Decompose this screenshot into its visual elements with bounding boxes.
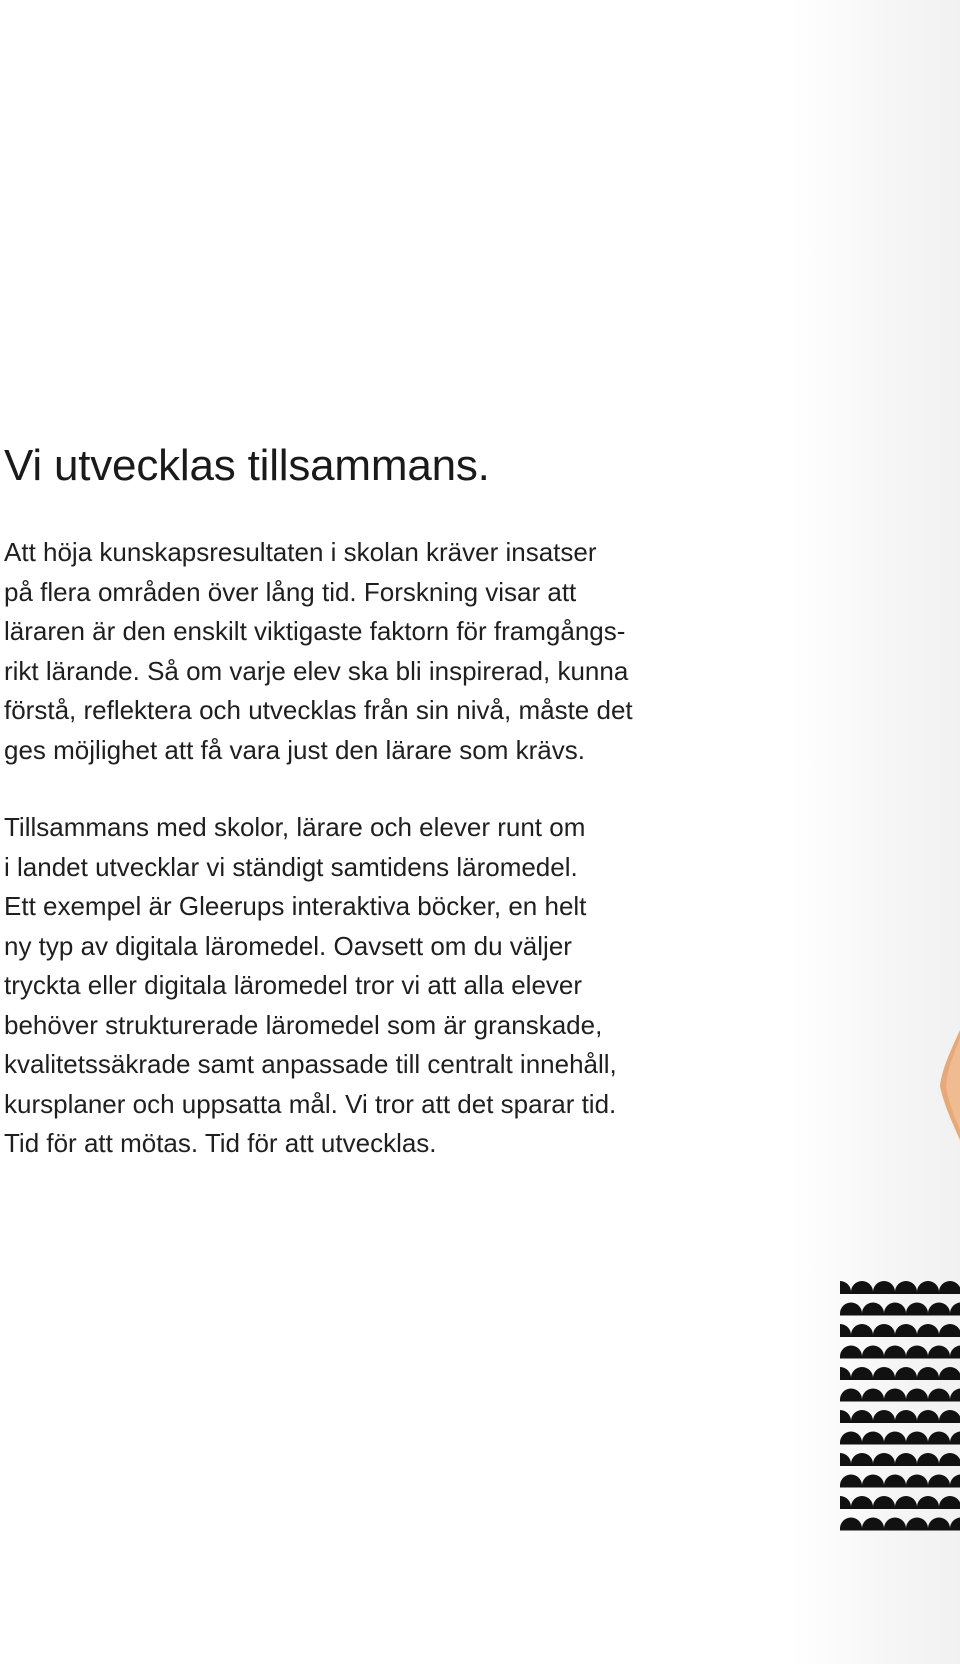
paragraph-line: ny typ av digitala läromedel. Oavsett om du väljer: [4, 930, 572, 961]
scale-shape: [851, 1410, 873, 1423]
scale-shape: [840, 1432, 862, 1445]
scale-shape: [906, 1518, 928, 1531]
paragraph-line: tryckta eller digitala läromedel tror vi att alla elever: [4, 970, 583, 1000]
scale-shape: [939, 1410, 960, 1423]
scale-shape: [928, 1303, 950, 1316]
scale-shape: [851, 1324, 873, 1337]
scale-shape: [840, 1518, 862, 1531]
scale-shape: [873, 1496, 895, 1509]
scale-shape: [884, 1346, 906, 1359]
scale-shape: [950, 1303, 960, 1316]
scale-shape: [928, 1518, 950, 1531]
scale-shape: [950, 1432, 960, 1445]
paragraph-line: rikt lärande. Så om varje elev ska bli inspirerad, kunna: [4, 655, 629, 686]
paragraph-line: Tid för att mötas. Tid för att utvecklas.: [4, 1128, 437, 1158]
scale-shape: [928, 1346, 950, 1359]
scale-shape: [873, 1410, 895, 1423]
scale-shape: [950, 1518, 960, 1531]
scale-shape: [917, 1367, 939, 1380]
scale-shape: [840, 1389, 862, 1402]
scale-shape: [906, 1475, 928, 1488]
scale-shape: [873, 1324, 895, 1337]
body-paragraph-2: [4, 808, 617, 1164]
photo-arm-fragment: [940, 1030, 960, 1140]
paragraph-line: behöver strukturerade läromedel som är granskade,: [4, 1009, 603, 1040]
scale-shape: [939, 1281, 960, 1294]
scale-shape: [840, 1324, 851, 1337]
paragraph-line: på flera områden över lång tid. Forskning visar att: [4, 576, 577, 607]
scale-shape: [873, 1367, 895, 1380]
scale-shape: [884, 1475, 906, 1488]
scale-shape: [895, 1367, 917, 1380]
scale-shape: [950, 1346, 960, 1359]
scale-shape: [862, 1346, 884, 1359]
page-heading: Vi utvecklas tillsammans.: [4, 441, 490, 490]
scale-shape: [895, 1281, 917, 1294]
scale-shape: [840, 1367, 851, 1380]
body-paragraph-1: [4, 533, 633, 770]
paragraph-line: läraren är den enskilt viktigaste faktorn för framgångs-: [4, 616, 626, 646]
scale-shape: [939, 1453, 960, 1466]
scale-shape: [917, 1496, 939, 1509]
scale-shape: [906, 1303, 928, 1316]
scale-shape: [862, 1432, 884, 1445]
scale-shape: [906, 1432, 928, 1445]
scale-shape: [862, 1475, 884, 1488]
scale-shape: [851, 1496, 873, 1509]
scale-shape: [851, 1281, 873, 1294]
paragraph-line: förstå, reflektera och utvecklas från sin nivå, måste det: [4, 695, 633, 725]
scale-shape: [950, 1475, 960, 1488]
paragraph-line: ges möjlighet att få vara just den lärare som krävs.: [4, 734, 585, 765]
scale-shape: [862, 1303, 884, 1316]
scale-shape: [928, 1432, 950, 1445]
paragraph-line: kvalitetssäkrade samt anpassade till centralt innehåll,: [4, 1049, 617, 1079]
scale-shape: [939, 1496, 960, 1509]
scale-shape: [917, 1281, 939, 1294]
scale-shape: [917, 1453, 939, 1466]
scale-shape: [939, 1324, 960, 1337]
paragraph-line: i landet utvecklar vi ständigt samtidens läromedel.: [4, 851, 578, 882]
paragraph-line: Ett exempel är Gleerups interaktiva böcker, en helt: [4, 891, 587, 921]
scale-shape: [950, 1389, 960, 1402]
scale-shape: [840, 1346, 862, 1359]
scale-shape: [851, 1367, 873, 1380]
scale-shape: [917, 1324, 939, 1337]
scale-shape: [884, 1303, 906, 1316]
scale-shape: [873, 1281, 895, 1294]
scale-shape: [873, 1453, 895, 1466]
scale-shape: [895, 1410, 917, 1423]
paragraph-line: Tillsammans med skolor, lärare och elever runt om: [4, 812, 586, 842]
scale-shape: [884, 1518, 906, 1531]
scale-shape: [917, 1410, 939, 1423]
scale-shape: [906, 1346, 928, 1359]
scale-shape: [840, 1281, 851, 1294]
scale-shape: [862, 1518, 884, 1531]
scale-shape: [862, 1389, 884, 1402]
scale-shape: [895, 1324, 917, 1337]
scale-shape: [851, 1453, 873, 1466]
scale-shape: [928, 1389, 950, 1402]
scale-shape: [895, 1453, 917, 1466]
scale-shape: [939, 1367, 960, 1380]
scale-shape: [840, 1496, 851, 1509]
scale-shape: [840, 1475, 862, 1488]
scale-shape: [928, 1475, 950, 1488]
scale-shape: [906, 1389, 928, 1402]
scale-shape: [884, 1432, 906, 1445]
paragraph-line: kursplaner och uppsatta mål. Vi tror att det sparar tid.: [4, 1088, 617, 1119]
scale-shape: [840, 1303, 862, 1316]
scallop-pattern-fragment: [840, 1275, 960, 1533]
scale-shape: [840, 1453, 851, 1466]
scale-shape: [840, 1410, 851, 1423]
scale-shape: [895, 1496, 917, 1509]
scale-shape: [884, 1389, 906, 1402]
paragraph-line: Att höja kunskapsresultaten i skolan kräver insatser: [4, 537, 597, 567]
